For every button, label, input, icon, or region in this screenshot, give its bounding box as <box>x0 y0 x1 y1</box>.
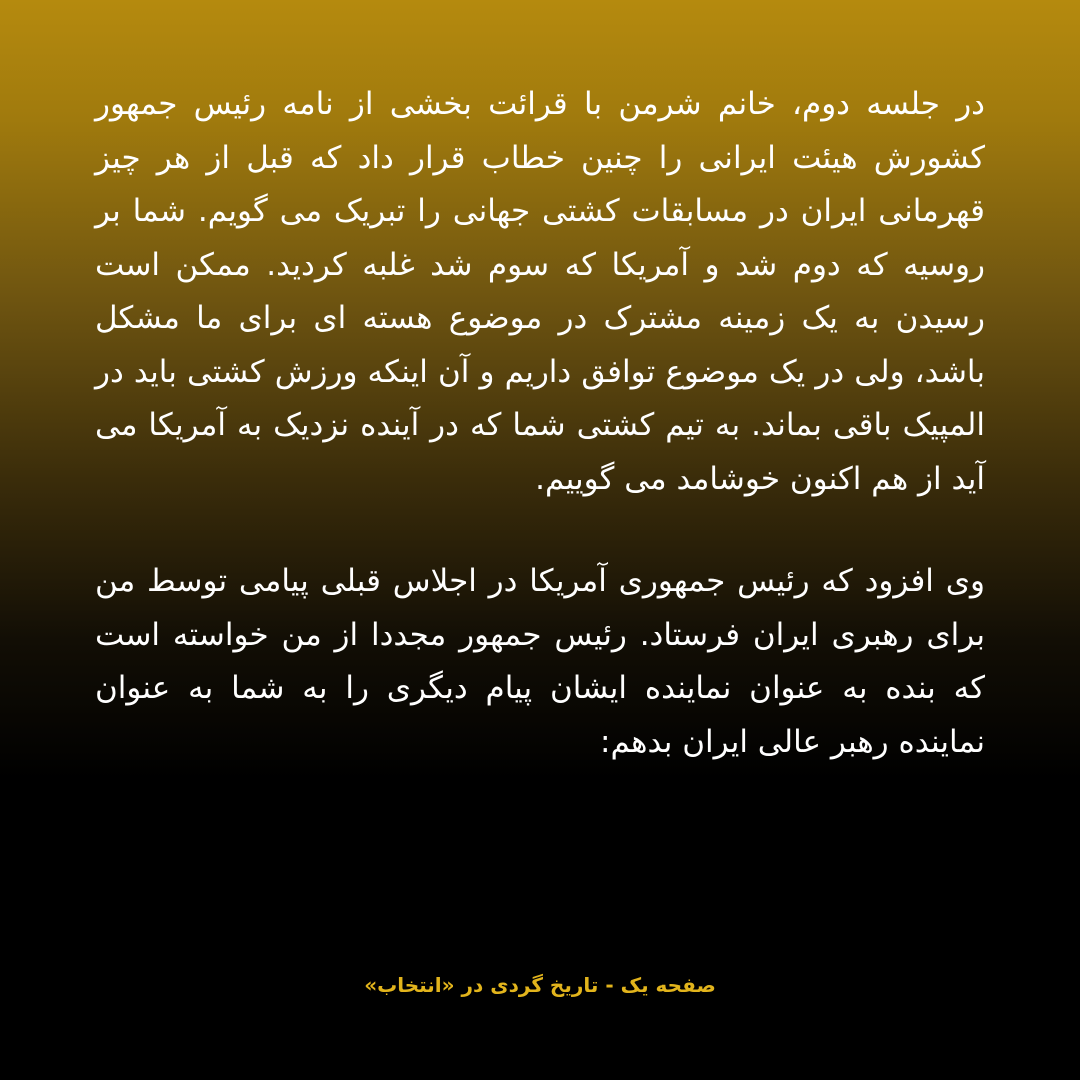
article-body <box>95 78 985 769</box>
paragraph-1: در جلسه دوم، خانم شرمن با قرائت بخشی از نامه رئیس جمهور کشورش هیئت ایرانی را چنین خطاب قرار داد که قبل از هر چیز قهرمانی ایران در مسابقات کشتی جهانی را تبریک می گویم. شما بر روسیه که دوم شد و آمریکا که سوم شد غلبه کردید. ممکن است رسیدن به یک زمینه مشترک در موضوع هسته ای برای ما مشکل باشد، ولی در یک موضوع توافق داریم و آن اینکه ورزش کشتی باید در المپیک باقی بماند. به تیم کشتی شما که در آینده نزدیک به آمریکا می آید از هم اکنون خوشامد می گوییم. <box>95 86 985 497</box>
page-footer: صفحه یک - تاریخ گردی در «انتخاب» <box>364 973 716 997</box>
paragraph-2: وی افزود که رئیس جمهوری آمریکا در اجلاس قبلی پیامی توسط من برای رهبری ایران فرستاد. رئیس جمهور مجددا از من خواسته است که بنده به عنوان نماینده ایشان پیام دیگری را به شما به عنوان نماینده رهبر عالی ایران بدهم: <box>95 563 985 760</box>
